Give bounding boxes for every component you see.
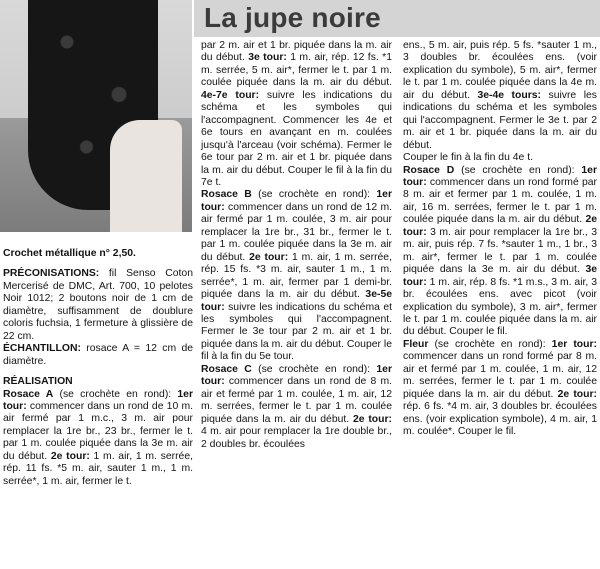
column-2 <box>201 40 392 451</box>
page-title: La jupe noire <box>204 2 381 33</box>
leg-shape <box>110 120 182 232</box>
skirt-photo <box>0 0 192 232</box>
rosace-d: Rosace D (se crochète en rond): 1er tour: commencer dans un rond formé par 8 m. air et fermer par 1 m. coulée, 1 m. air, 16 m. serrées, fermer le t. par 1 m. coulée piquée dans la m. air du début. 2e tour: 3 m. air pour remplacer la 1re br., 3 m. air, puis rép. 7 fs. *sauter 1 m., 1 br., 3 m. air*, fermer le t. par 1 m. coulée piquée dans la 3e m. air du début. 3e tour: 1 m. air, rép. 8 fs. *1 m.s., 3 m. air, 3 br. écoulées ens. avec picot (voir explication du symbole), 3 m. air*, fermer le t. par 1 m. coulée piquée dans la m. air du début. Couper le fil. <box>403 164 597 338</box>
realisation-heading: RÉALISATION <box>3 376 73 388</box>
column-1 <box>3 248 193 488</box>
fleur: Fleur (se crochète en rond): 1er tour: commencer dans un rond formé par 8 m. air et fermé par 1 m. coulée, 1 m. air, 12 m. serrées, fermer le t. par 1 m. coulée piquée dans la m. air du début. 2e tour: rép. 6 fs. *4 m. air, 3 doubles br. écoulées ens. (voir explication symbole), 4 m. air, 1 m. coulée*. Couper le fil. <box>403 338 597 438</box>
column-3 <box>403 40 597 439</box>
hook-size: Crochet métallique n° 2,50. <box>3 248 136 259</box>
rosace-b: Rosace B (se crochète en rond): 1er tour: commencer dans un rond de 12 m. air fermé par 1 m. coulée, 3 m. air pour remplacer la 1re br., 31 br., fermer le t. par 1 m. coulée piquée dans la 3e m. air du début. 2e tour: 1 m. air, 1 m. serrée, rép. 15 fs. *3 m. air, sauter 1 m., 1 m. serrée*, 1 m. air, fermer par 1 demi-br. piquée dans la m. air du début. 3e-5e tour: suivre les indications du schéma et les symboles qui l'accompagnent. Fermer le 3e tour par 2 m. air et 1 br. piquée dans la m. air du début. Couper le fil à la fin du 5e tour. <box>201 189 392 363</box>
rosace-c-continued: ens., 5 m. air, puis rép. 5 fs. *sauter 1 m., 3 doubles br. écoulées ens. (voir explication du symbole), 5 m. air*, fermer le t. par 1 m. coulée piquée dans la 4e m. air du début. 3e-4e tours: suivre les indications du schéma et les symboles qui l'accompagnent. Fermer le 3e t. par 2 m. air et 1 br. piquée dans la m. air du début. <box>403 40 597 151</box>
rosace-a: Rosace A (se crochète en rond): 1er tour: commencer dans un rond de 10 m. air fermé par 1 m.c., 3 m. air pour remplacer la 1re br., 23 br., fermer le t. par 1 m. coulée piquée dans la 3e m. air du début. 2e tour: 1 m. air, 1 m. serrée, rép. 11 fs. *5 m. air, sauter 1 m., 1 m. serrée*, 1 m. air, fermer le t. <box>3 388 193 487</box>
rosace-c-cut: Couper le fin à la fin du 4e t. <box>403 152 533 164</box>
materials: PRÉCONISATIONS: fil Senso Coton Mercerisé de DMC, Art. 700, 10 pelotes Noir 1012; 2 boutons noir de 1 cm de diamètre, suffisamment de doublure coloris fuchsia, 1 fermeture à glissière de 22 cm. <box>3 268 193 342</box>
rosace-a-continued: par 2 m. air et 1 br. piquée dans la m. air du début. 3e tour: 1 m. air, rép. 12 fs. *1 m. serrée, 5 m. air*, fermer le t. par 1 m. coulée piquée dans la m. air du début. 4e-7e tour: suivre les indications du schéma et les symboles qui l'accompagnent. Commencer les 4e et 6e tours en avançant en m. coulées jusqu'à l'arceau (voir schéma). Fermer le 6e tour par 2 m. air et 1 br. piquée dans la m. air du début. Couper le fil à la fin du 7e t. <box>201 40 393 188</box>
rosace-c: Rosace C (se crochète en rond): 1er tour: commencer dans un rond de 8 m. air et fermé par 1 m. coulée, 1 m. air, 12 m. serrées, fermer le t. par 1 m. coulée piquée dans la m. air du début. 2e tour: 4 m. air pour remplacer la 1re double br., 2 doubles br. écoulées <box>201 363 392 450</box>
gauge: ÉCHANTILLON: rosace A = 12 cm de diamètre. <box>3 343 193 367</box>
